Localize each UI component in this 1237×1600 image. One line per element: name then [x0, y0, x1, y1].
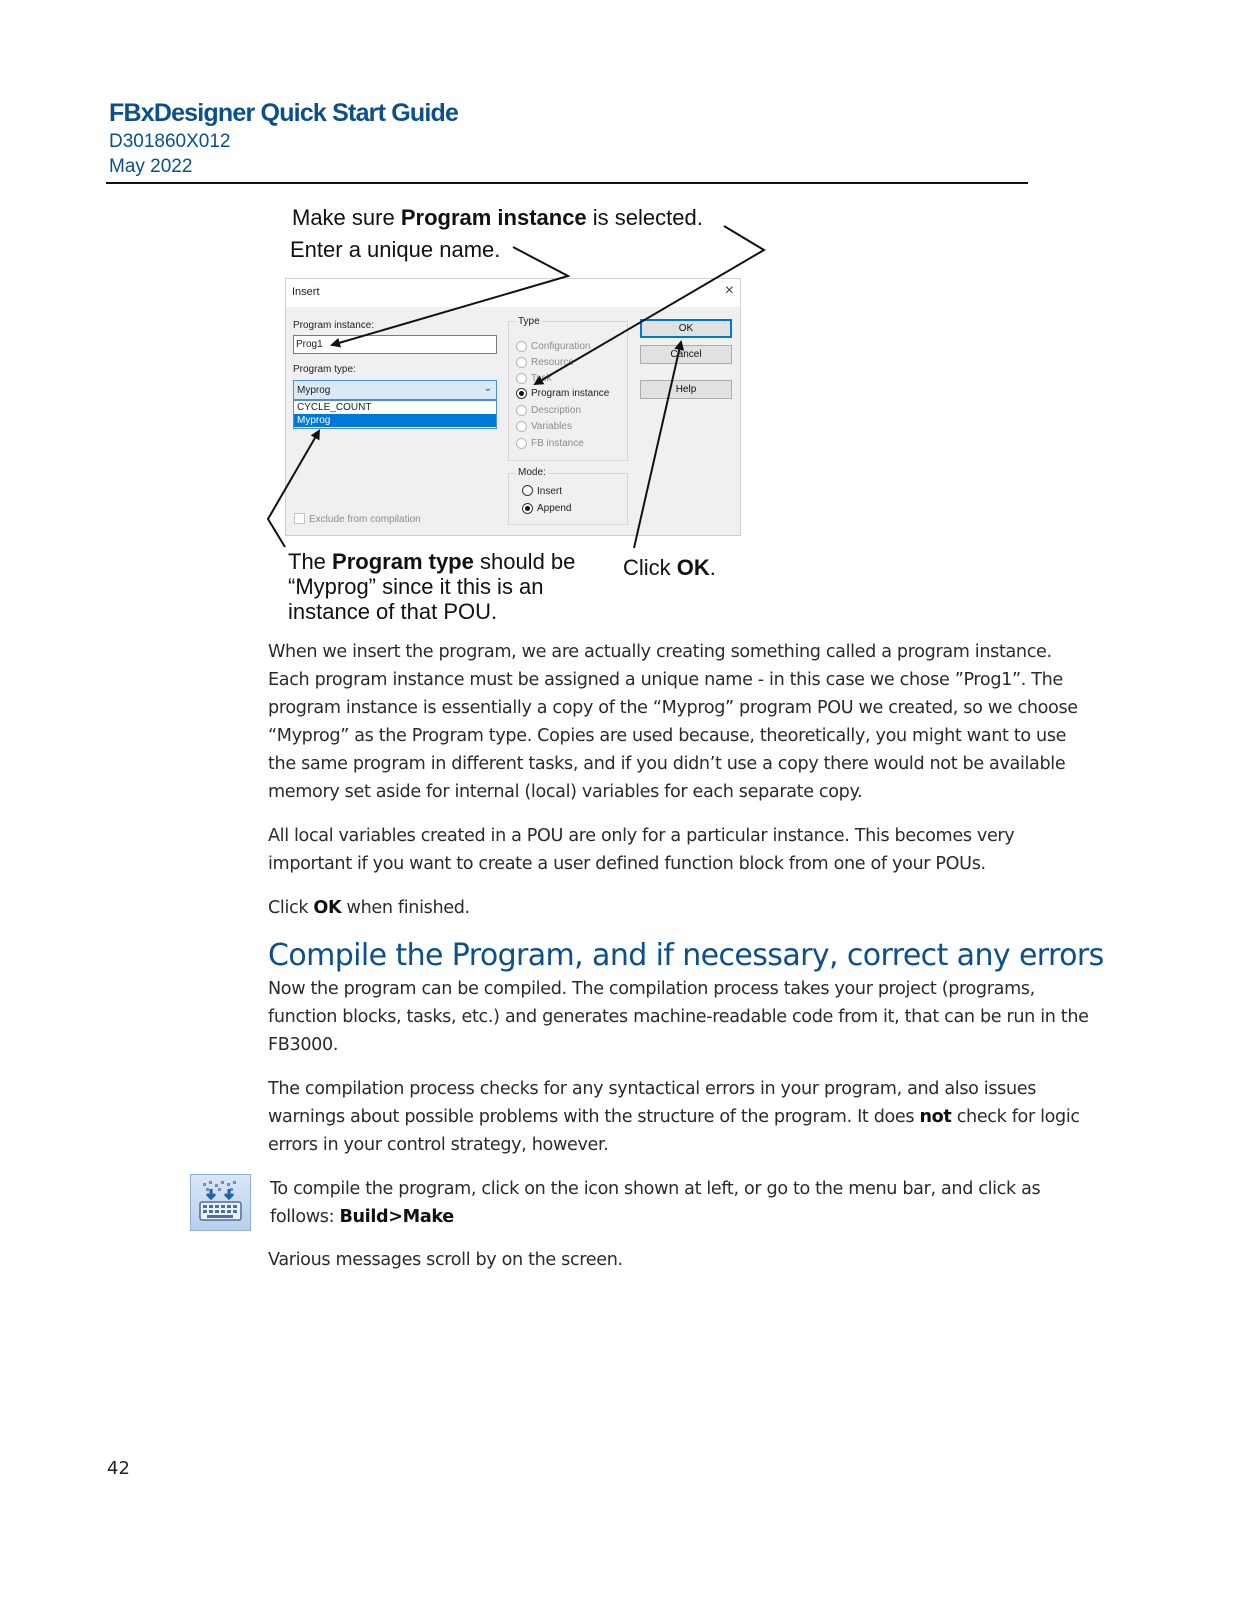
dropdown-option[interactable]: CYCLE_COUNT: [297, 402, 372, 413]
paragraph-compilation: Now the program can be compiled. The compilation process takes your project (programs, function blocks, tasks, etc.) and generates machine-readable code from it, that can be run in the FB3000.: [268, 979, 1089, 1055]
page-number: 42: [107, 1458, 130, 1479]
callout-arrows: [0, 0, 1237, 700]
arrow-to-dropdown: [268, 431, 319, 547]
section-heading: Compile the Program, and if necessary, correct any errors: [268, 938, 1104, 973]
arrow-to-program-instance-radio: [535, 226, 764, 384]
arrow-to-program-instance-field: [332, 247, 568, 345]
type-group-label: Type: [518, 316, 540, 327]
help-button[interactable]: Help: [640, 380, 732, 399]
document-date: May 2022: [109, 156, 193, 177]
callout-program-instance: Make sure Program instance is selected.: [292, 205, 703, 230]
callout-click-ok: Click OK.: [623, 555, 716, 580]
type-option-label: Configuration: [531, 341, 591, 352]
paragraph-program-instance: When we insert the program, we are actually creating something called a program instance. Each program instance must be assigned a unique name - in this case we chose ”Prog1”. The program instance is essentially a copy of the “Myprog” program POU we created, so we choose “Myprog” as the Program type. Copies are used because, theoretically, you might want to use the same program in different tasks, and if you didn’t use a copy there would not be available memory set aside for internal (local) variables for each separate copy.: [268, 642, 1078, 802]
cancel-button[interactable]: Cancel: [640, 345, 732, 364]
type-option-label: Task: [531, 373, 552, 384]
paragraph-errors: The compilation process checks for any syntactical errors in your program, and also issues warnings about possible problems with the structure of the program. It does not check for logic errors in your control strategy, however.: [268, 1079, 1080, 1155]
type-option-label: Variables: [531, 421, 572, 432]
mode-group-label: Mode:: [518, 467, 546, 478]
close-icon[interactable]: ×: [724, 282, 734, 299]
program-instance-label: Program instance:: [293, 320, 375, 331]
mode-option-label: Append: [537, 503, 572, 514]
exclude-label: Exclude from compilation: [309, 514, 421, 525]
build-make-icon: [190, 1174, 251, 1231]
program-instance-input[interactable]: Prog1: [293, 335, 497, 354]
type-option-label: Description: [531, 405, 582, 416]
type-option-label: Resource: [531, 357, 574, 368]
paragraph-click-ok: Click OK when finished.: [268, 898, 470, 918]
chevron-down-icon[interactable]: ⌄: [483, 383, 492, 394]
program-type-label: Program type:: [293, 364, 356, 375]
type-option-label: FB instance: [531, 438, 584, 449]
paragraph-compile-instructions: To compile the program, click on the icon shown at left, or go to the menu bar, and click as follows: Build>Make: [270, 1179, 1041, 1227]
paragraph-local-variables: All local variables created in a POU are only for a particular instance. This becomes very important if you want to create a user defined function block from one of your POUs.: [268, 826, 1015, 874]
ok-button[interactable]: OK: [640, 319, 732, 338]
callout-unique-name: Enter a unique name.: [290, 237, 501, 262]
type-option-label: Program instance: [531, 388, 610, 399]
guide-title: FBxDesigner Quick Start Guide: [109, 99, 459, 127]
dropdown-option-selected[interactable]: Myprog: [294, 414, 496, 427]
program-type-value: Myprog: [297, 385, 331, 396]
dialog-title: Insert: [292, 286, 320, 298]
mode-option-label: Insert: [537, 486, 563, 497]
document-number: D301860X012: [109, 131, 231, 152]
paragraph-messages: Various messages scroll by on the screen.: [268, 1250, 623, 1270]
arrow-to-ok-button: [634, 342, 681, 548]
callout-program-type: The Program type should be “Myprog” since it this is an instance of that POU.: [288, 549, 576, 624]
